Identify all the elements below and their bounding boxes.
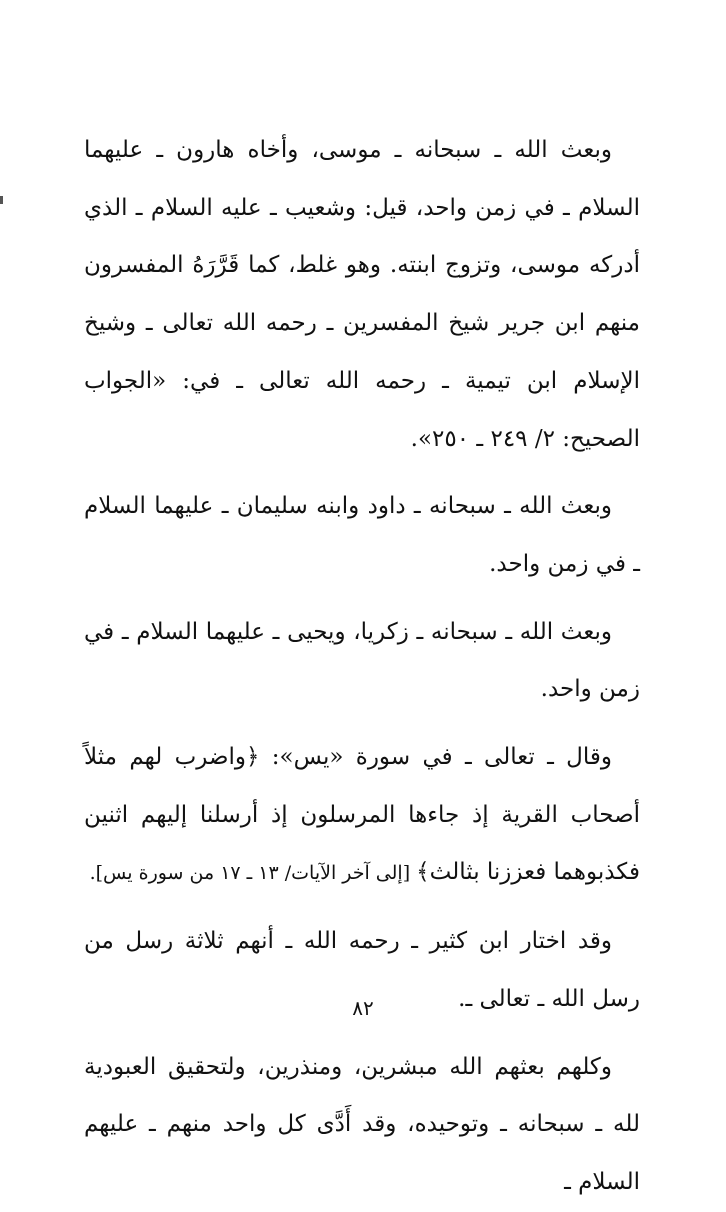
paragraph-dawud-sulayman: وبعث الله ـ سبحانه ـ داود وابنه سليمان ـ عليهما السلام ـ في زمن واحد. (84, 493, 640, 577)
body-text (84, 122, 640, 1212)
paragraph-musa-harun: وبعث الله ـ سبحانه ـ موسى، وأخاه هارون ـ عليهما السلام ـ في زمن واحد، قيل: وشعيب ـ عليه السلام ـ الذي أدركه موسى، وتزوج ابنته. وهو غلط، كما قَرَّرَهُ المفسرون منهم ابن جرير شيخ المفسرين ـ رحمه الله تعالى ـ وشيخ الإسلام ابن تيمية ـ رحمه الله تعالى ـ في: «الجواب الصحيح: ٢/ ٢٤٩ ـ ٢٥٠». (84, 137, 640, 452)
paragraph-ibn-kathir: وقد اختار ابن كثير ـ رحمه الله ـ أنهم ثلاثة رسل من رسل الله ـ تعالى ـ. (84, 928, 640, 1012)
scan-edge-mark (0, 196, 3, 204)
quran-reference: [إلى آخر الآيات/ ١٣ ـ ١٧ من سورة يس]. (89, 862, 417, 885)
paragraph-zakariya-yahya: وبعث الله ـ سبحانه ـ زكريا، ويحيى ـ عليهما السلام ـ في زمن واحد. (84, 618, 640, 703)
page-number: ٨٢ (352, 996, 374, 1020)
paragraph-mubashirin: وكلهم بعثهم الله مبشرين، ومنذرين، ولتحقيق العبودية لله ـ سبحانه ـ وتوحيده، وقد أَدَّى كل واحد منهم ـ عليهم السلام ـ (84, 1053, 640, 1195)
quran-verse: ﴿واضرب لهم مثلاً أصحاب القرية إذ جاءها المرسلون إذ أرسلنا إليهم اثنين فكذبوهما فعززنا بثالث﴾ (84, 744, 640, 886)
quran-intro: وقال ـ تعالى ـ في سورة «يس»: (259, 744, 612, 771)
paragraph-surah-yasin (84, 729, 640, 903)
